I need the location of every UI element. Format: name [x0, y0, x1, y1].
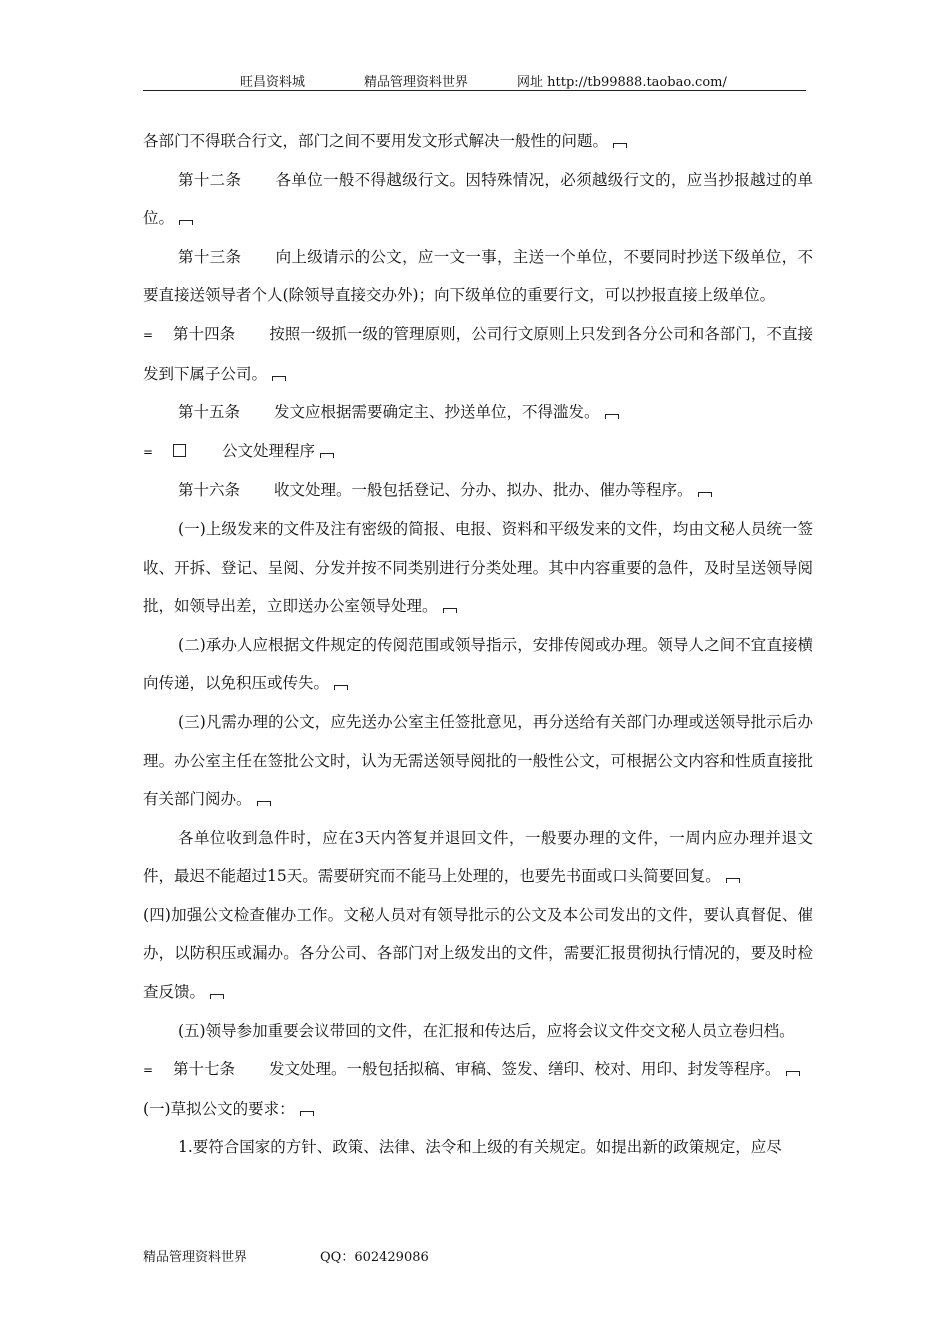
article-17: = 第十七条 发文处理。一般包括拟稿、审稿、签发、缮印、校对、用印、封发等程序。: [143, 1050, 813, 1090]
article-label: 第十五条: [178, 403, 241, 422]
paragraph: (二)承办人应根据文件规定的传阅范围或领导指示，安排传阅或办理。领导人之间不宜直接横向传递，以免积压或传失。: [143, 635, 813, 693]
list-marker-icon: =: [143, 1063, 154, 1078]
paragraph-mark-icon: [320, 453, 334, 458]
article-label: 第十二条: [178, 170, 242, 189]
paragraph: (一)上级发来的文件及注有密级的简报、电报、资料和平级发来的文件，均由文秘人员统一签收、开拆、登记、呈阅、分发并按不同类别进行分类处理。其中内容重要的急件，及时呈送领导阅批，如领导出差，立即送办公室领导处理。: [143, 519, 813, 616]
paragraph-mark-icon: [443, 608, 457, 613]
article-14: = 第十四条 按照一级抓一级的管理原则，公司行文原则上只发到各分公司和各部门，不直接发到下属子公司。: [143, 315, 813, 393]
header-store-name: 旺昌资料城: [240, 75, 306, 90]
paragraph-mark-icon: [786, 1071, 800, 1076]
page-header: [143, 70, 806, 91]
article-13: 第十三条 向上级请示的公文，应一文一事，主送一个单位，不要同时抄送下级单位，不要直接送领导者个人(除领导直接交办外)；向下级单位的重要行文，可以抄报直接上级单位。: [143, 247, 813, 305]
paragraph-mark-icon: [726, 878, 740, 883]
document-body: [143, 122, 813, 1167]
footer-qq: QQ：602429086: [320, 1250, 429, 1265]
article-label: 第十四条: [173, 324, 236, 343]
header-url: 网址 http://tb99888.taobao.com/: [517, 75, 727, 90]
page-footer: [143, 1246, 643, 1266]
paragraph: 各单位收到急件时，应在3天内答复并退回文件，一般要办理的文件，一周内应办理并退文件，最迟不能超过15天。需要研究而不能马上处理的，也要先书面或口头简要回复。: [143, 828, 813, 886]
paragraph-mark-icon: [300, 1111, 314, 1116]
paragraph-mark-icon: [605, 414, 619, 419]
article-label: 第十三条: [178, 247, 242, 266]
article-label: 第十七条: [173, 1060, 236, 1079]
paragraph: (四)加强公文检查催办工作。文秘人员对有领导批示的公文及本公司发出的文件，要认真督促、催办，以防积压或漏办。各分公司、各部门对上级发出的文件，需要汇报贯彻执行情况的，要及时检查反馈。: [143, 905, 813, 1002]
article-label: 第十六条: [178, 481, 241, 500]
header-brand: 精品管理资料世界: [364, 75, 469, 90]
paragraph: (五)领导参加重要会议带回的文件，在汇报和传达后，应将会议文件交文秘人员立卷归档。: [178, 1021, 795, 1040]
article-12: 第十二条 各单位一般不得越级行文。因特殊情况，必须越级行文的，应当抄报越过的单位。: [143, 170, 813, 228]
footer-brand: 精品管理资料世界: [143, 1250, 248, 1265]
article-15: 第十五条 发文应根据需要确定主、抄送单位，不得滥发。: [143, 393, 813, 432]
paragraph-mark-icon: [334, 685, 348, 690]
paragraph: (三)凡需办理的公文，应先送办公室主任签批意见，再分送给有关部门办理或送领导批示后办理。办公室主任在签批公文时，认为无需送领导阅批的一般性公文，可根据公文内容和性质直接批有关部门阅办。: [143, 712, 813, 809]
section-heading: = 公文处理程序: [143, 432, 813, 472]
paragraph-mark-icon: [272, 376, 286, 381]
paragraph: (一)草拟公文的要求：: [143, 1090, 813, 1129]
paragraph-mark-icon: [210, 994, 224, 999]
paragraph: 1.要符合国家的方针、政策、法律、法令和上级的有关规定。如提出新的政策规定，应尽: [178, 1138, 782, 1157]
paragraph-mark-icon: [613, 143, 627, 148]
paragraph-mark-icon: [698, 492, 712, 497]
paragraph-mark-icon: [257, 801, 271, 806]
list-marker-icon: =: [143, 327, 154, 342]
paragraph: 各部门不得联合行文，部门之间不要用发文形式解决一般性的问题。: [143, 122, 813, 161]
list-marker-icon: =: [143, 444, 154, 459]
paragraph-mark-icon: [179, 220, 193, 225]
checkbox-icon: [173, 444, 186, 457]
article-16: 第十六条 收文处理。一般包括登记、分办、拟办、批办、催办等程序。: [143, 471, 813, 510]
